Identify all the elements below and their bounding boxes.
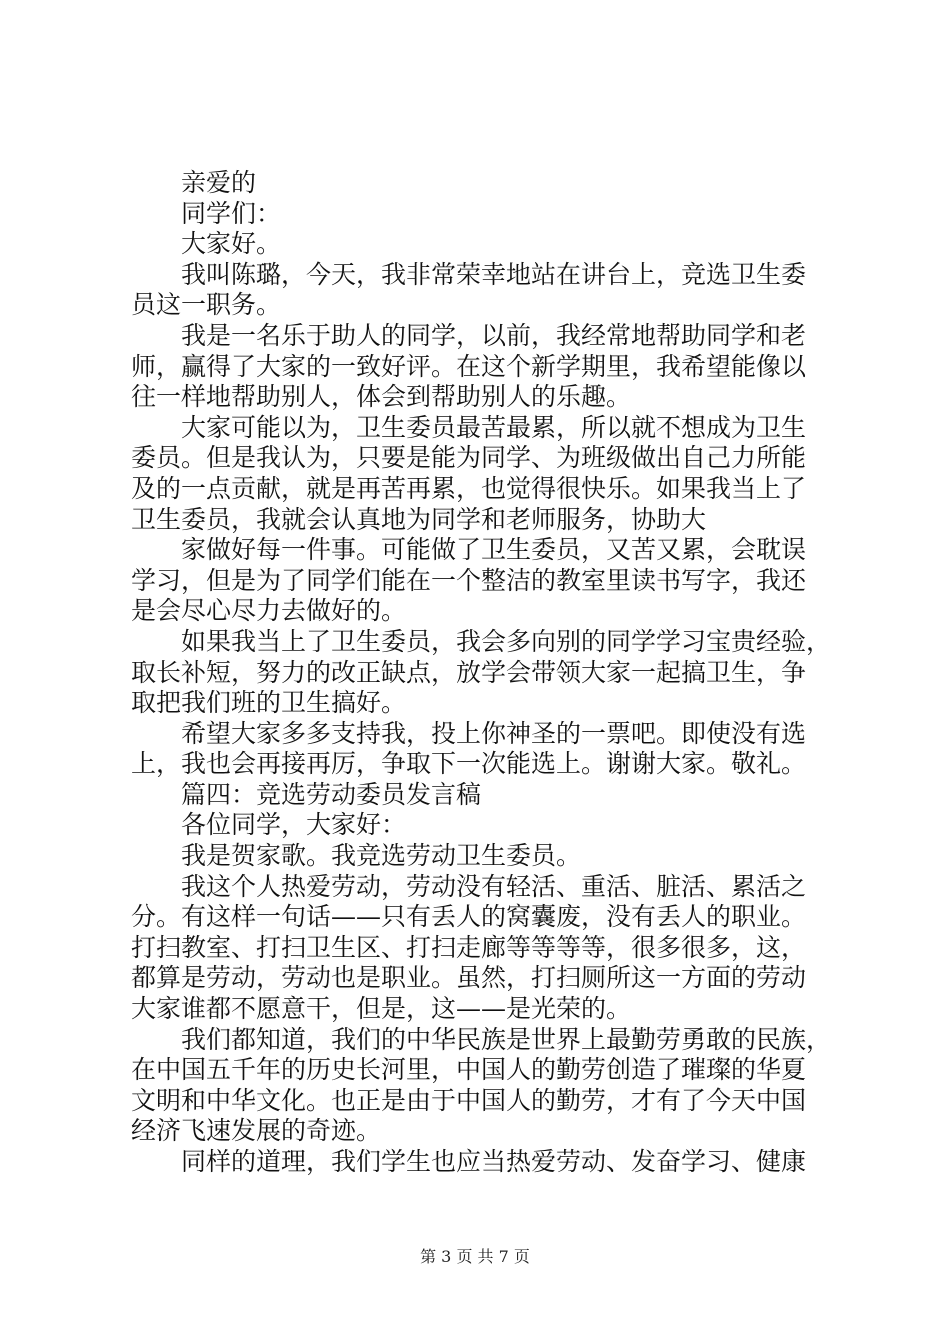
text-line: 上，我也会再接再厉，争取下一次能选上。谢谢大家。敬礼。 <box>131 749 807 779</box>
text-line: 同样的道理，我们学生也应当热爱劳动、发奋学习、健康 <box>181 1147 807 1176</box>
text-line: 师，赢得了大家的一致好评。在这个新学期里，我希望能像以 <box>131 351 807 381</box>
text-line: 亲爱的 <box>181 168 257 197</box>
text-line: 往一样地帮助别人，体会到帮助别人的乐趣。 <box>131 382 632 412</box>
text-line: 希望大家多多支持我，投上你神圣的一票吧。即使没有选 <box>181 718 807 748</box>
text-line: 我叫陈璐，今天，我非常荣幸地站在讲台上，竞选卫生委 <box>181 259 807 289</box>
text-line: 学习，但是为了同学们能在一个整洁的教室里读书写字，我还 <box>131 565 807 595</box>
text-line: 大家可能以为，卫生委员最苦最累，所以就不想成为卫生 <box>181 412 807 442</box>
text-line: 如果我当上了卫生委员，我会多向别的同学学习宝贵经验， <box>181 626 832 656</box>
text-line: 我这个人热爱劳动，劳动没有轻活、重活、脏活、累活之 <box>181 871 807 901</box>
text-line: 文明和中华文化。也正是由于中国人的勤劳，才有了今天中国 <box>131 1085 807 1115</box>
document-body <box>131 168 831 1178</box>
text-line: 我是贺家歌。我竞选劳动卫生委员。 <box>181 841 582 871</box>
text-line: 家做好每一件事。可能做了卫生委员，又苦又累，会耽误 <box>181 535 807 565</box>
text-line: 在中国五千年的历史长河里，中国人的勤劳创造了璀璨的华夏 <box>131 1055 807 1085</box>
text-line: 及的一点贡献，就是再苦再累，也觉得很快乐。如果我当上了 <box>131 473 807 503</box>
page-number-footer: 第 3 页 共 7 页 <box>420 1247 530 1266</box>
text-line: 员这一职务。 <box>131 290 282 320</box>
text-line: 取把我们班的卫生搞好。 <box>131 688 407 718</box>
text-line: 同学们： <box>181 198 282 228</box>
text-line: 委员。但是我认为，只要是能为同学、为班级做出自己力所能 <box>131 443 807 473</box>
text-line: 分。有这样一句话——只有丢人的窝囊废，没有丢人的职业。 <box>131 902 807 932</box>
text-line: 大家谁都不愿意干，但是，这——是光荣的。 <box>131 994 632 1024</box>
text-line: 我们都知道，我们的中华民族是世界上最勤劳勇敢的民族， <box>181 1024 832 1054</box>
text-line: 大家好。 <box>181 229 282 259</box>
text-line: 打扫教室、打扫卫生区、打扫走廊等等等等，很多很多，这， <box>131 932 807 962</box>
text-line: 是会尽心尽力去做好的。 <box>131 596 407 626</box>
text-line: 经济飞速发展的奇迹。 <box>131 1116 382 1146</box>
text-line: 都算是劳动，劳动也是职业。虽然，打扫厕所这一方面的劳动 <box>131 963 807 993</box>
text-line: 卫生委员，我就会认真地为同学和老师服务，协助大 <box>131 504 707 534</box>
text-line: 我是一名乐于助人的同学，以前，我经常地帮助同学和老 <box>181 320 807 350</box>
text-line: 各位同学，大家好： <box>181 810 407 840</box>
text-line: 篇四：竞选劳动委员发言稿 <box>181 779 482 809</box>
text-line: 取长补短，努力的改正缺点，放学会带领大家一起搞卫生，争 <box>131 657 807 687</box>
